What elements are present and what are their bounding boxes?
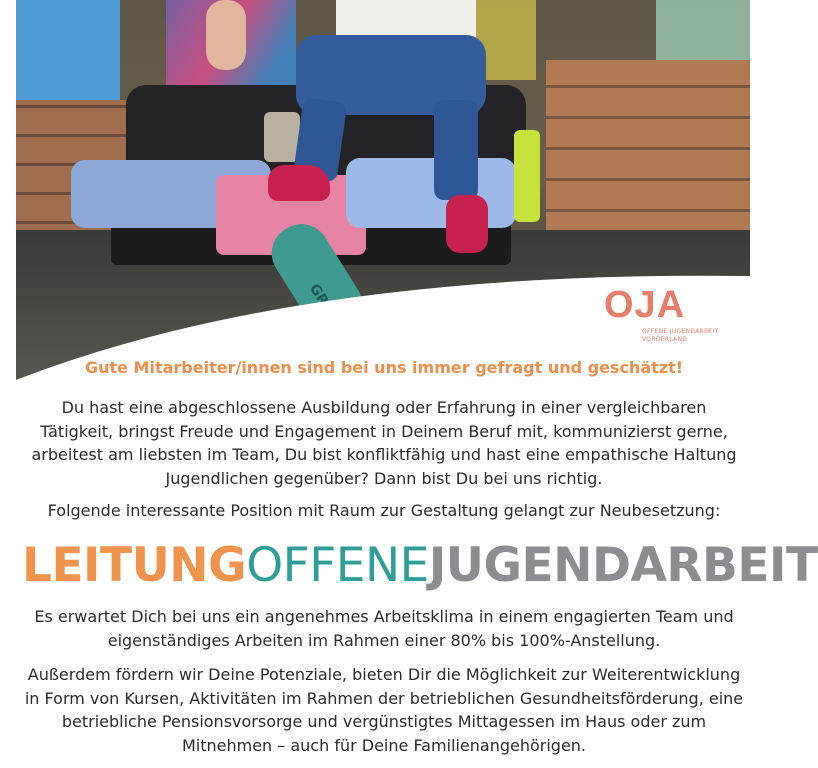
headline: Gute Mitarbeiter/innen sind bei uns immer gefragt und geschätzt! bbox=[84, 358, 684, 377]
oja-logo bbox=[604, 284, 754, 354]
intro-paragraph: Du hast eine abgeschlossene Ausbildung oder Erfahrung in einer vergleichbaren Tätigkeit, bringst Freude und Engagement in Deinem Beruf mit, kommunizierst gerne, arbeitest am liebsten im Team, Du bist konfliktfähig und hast eine empathische Haltung Jugendlichen gegenüber? Dann bist Du bei uns richtig. bbox=[31, 398, 737, 488]
logo-subtitle bbox=[642, 328, 719, 344]
job-title-part2: OFFENE bbox=[246, 538, 429, 593]
skateboard-text: GRE bbox=[305, 281, 337, 317]
logo-subtitle-line2: VORDERLAND bbox=[642, 336, 688, 343]
offer-paragraph: Es erwartet Dich bei uns ein angenehmes Arbeitsklima in einem engagierten Team und eigenständiges Arbeiten im Rahmen einer 80% bis 100%-Anstellung. bbox=[34, 607, 734, 650]
job-title bbox=[22, 536, 818, 596]
job-title-part1: LEITUNG bbox=[22, 538, 247, 593]
job-title-part3: JUGENDARBEIT bbox=[428, 538, 818, 593]
position-intro: Folgende interessante Position mit Raum zur Gestaltung gelangt zur Neubesetzung: bbox=[47, 501, 721, 520]
benefits-paragraph: Außerdem fördern wir Deine Potenziale, bieten Dir die Möglichkeit zur Weiterentwicklung in Form von Kursen, Aktivitäten im Rahmen der betrieblichen Gesundheitsförderung, eine betriebliche Pensionsvorsorge und vergünstigtes Mittagessen im Haus oder zum Mitnehmen – auch für Deine Familienangehörigen. bbox=[24, 665, 744, 755]
logo-subtitle-line1: OFFENE JUGENDARBEIT bbox=[642, 328, 719, 335]
logo-mark: OJA bbox=[604, 284, 686, 326]
